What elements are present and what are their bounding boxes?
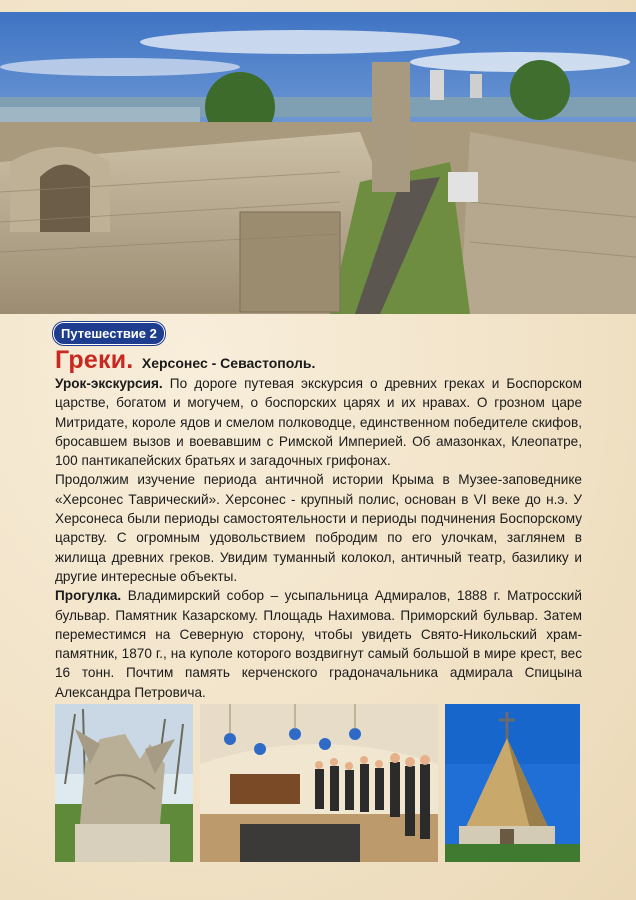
lesson-text-1: По дороге путевая экскурсия о древних греках и Боспорском царстве, богатом и могучем, о боспорских царях и их нравах. О грозном царе Митридате, короле ядов и смелом полководце, единственном победителе скифов, бросавшем вызов и воевавшим с Римской Империей. Об амазонках, Клеопатре, 100 пантикапейских братьях и загадочных грифонах. bbox=[55, 376, 582, 469]
walk-text: Владимирский собор – усыпальница Адмиралов, 1888 г. Матросский бульвар. Памятник Казарскому. Площадь Нахимова. Приморский бульвар. Затем переместимся на Северную сторону, чтобы увидеть Свято-Никольский храм-памятник, 1870 г., на куполе которого воздвигнут самый большой в мире крест, вес 16 тонн. Почтим память керченского градоначальника адмирала Спицына Александра Петровича. bbox=[55, 588, 582, 700]
page-title bbox=[55, 346, 315, 375]
lesson-paragraph-2: Продолжим изучение периода античной истории Крыма в Музее-заповеднике «Херсонес Таврический». Херсонес - крупный полис, основан в VI веке до н.э. У Херсонеса были периоды самостоятельности и периоды подчинения Боспорскому царству. С огромным удовольствием побродим по его улочкам, заглянем в жилища древних греков. Увидим туманный колокол, античный театр, базилику и другие интересные объекты. bbox=[55, 472, 582, 584]
title-subtitle: Херсонес - Севастополь. bbox=[141, 355, 316, 371]
st-nicholas-church-photo bbox=[445, 704, 580, 862]
title-main: Греки. bbox=[55, 346, 134, 374]
walk-paragraph bbox=[55, 586, 582, 702]
griffin-statue-photo bbox=[55, 704, 193, 862]
trip-number-badge: Путешествие 2 bbox=[53, 322, 165, 345]
lesson-paragraph bbox=[55, 374, 582, 470]
description-text bbox=[55, 374, 582, 702]
chersonesus-ruins-photo bbox=[0, 12, 636, 314]
lesson-label: Урок-экскурсия. bbox=[55, 376, 163, 391]
walk-label: Прогулка. bbox=[55, 588, 122, 604]
museum-hall-photo bbox=[200, 704, 438, 862]
